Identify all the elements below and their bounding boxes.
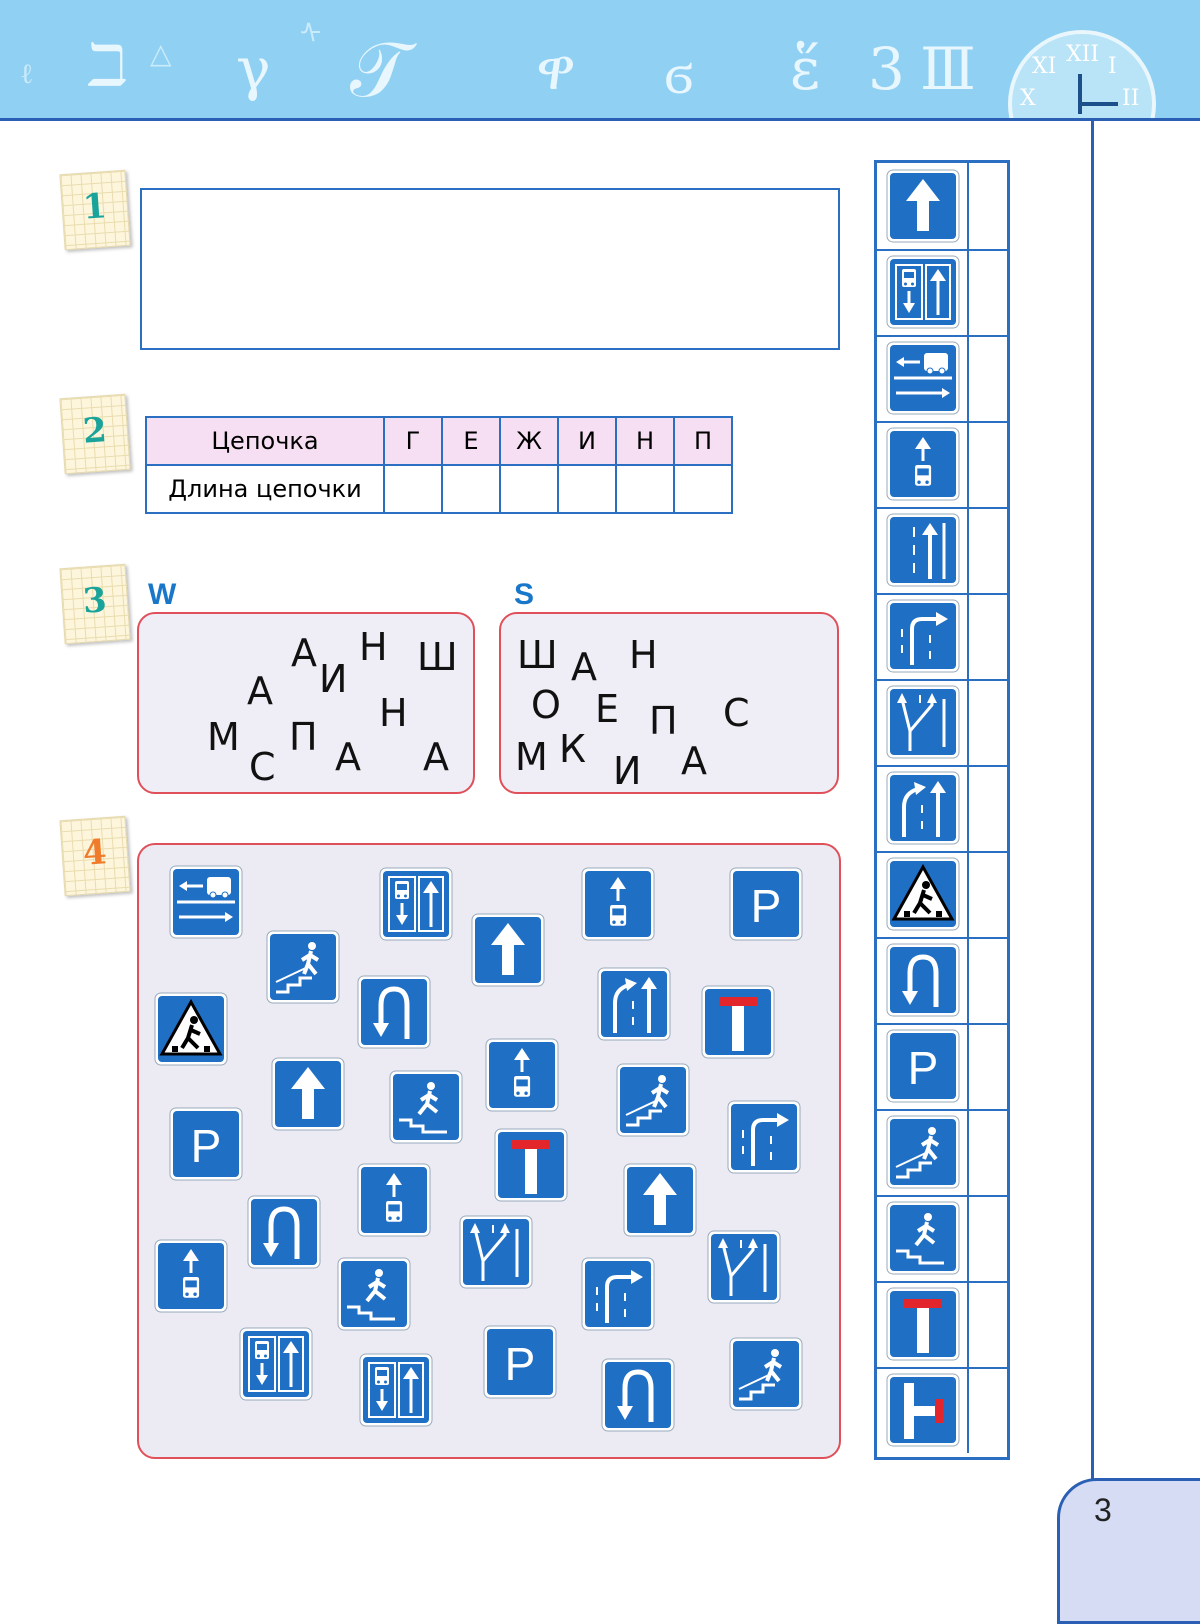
grid-letter: А bbox=[571, 645, 597, 689]
task-number-badge bbox=[59, 564, 130, 644]
sign-column-row bbox=[877, 1281, 1007, 1369]
decor-glyph: Ⅲ bbox=[920, 35, 976, 103]
decor-glyph: ϭ bbox=[664, 39, 694, 107]
pedestrian-crossing-icon bbox=[886, 857, 960, 931]
parking-icon bbox=[169, 1107, 243, 1181]
svg-text:P: P bbox=[190, 1120, 222, 1172]
chain-length-cell[interactable] bbox=[384, 465, 442, 513]
grid-letter: Ш bbox=[417, 635, 458, 679]
lane-left-turn-icon bbox=[597, 967, 671, 1041]
grid-letter: И bbox=[613, 749, 642, 793]
u-turn-icon bbox=[601, 1358, 675, 1432]
chain-length-cell[interactable] bbox=[558, 465, 616, 513]
u-turn-icon bbox=[247, 1195, 321, 1269]
decor-glyph: 3 bbox=[868, 35, 905, 103]
chain-letter: И bbox=[558, 417, 616, 465]
dead-end-side-icon bbox=[886, 1373, 960, 1447]
lanes-split-icon bbox=[707, 1230, 781, 1304]
dead-end-icon bbox=[494, 1128, 568, 1202]
bus-lane-with-traffic-icon bbox=[886, 255, 960, 329]
sign-column-row bbox=[877, 593, 1007, 681]
dead-end-icon bbox=[886, 1287, 960, 1361]
grid-letter: Н bbox=[379, 691, 408, 735]
bus-lane-with-traffic-icon bbox=[359, 1353, 433, 1427]
answer-cell[interactable] bbox=[969, 765, 1007, 851]
grid-letter: А bbox=[423, 735, 449, 779]
underpass-up-icon bbox=[616, 1063, 690, 1137]
decor-glyph: ℓ bbox=[20, 57, 34, 90]
chain-letter: П bbox=[674, 417, 732, 465]
letter-grid-w bbox=[137, 612, 475, 794]
svg-text:P: P bbox=[750, 880, 782, 932]
bus-lane-end-icon bbox=[485, 1038, 559, 1112]
grid-letter: И bbox=[319, 657, 348, 701]
underpass-up-icon bbox=[729, 1337, 803, 1411]
grid-letter: А bbox=[335, 735, 361, 779]
answer-cell[interactable] bbox=[969, 421, 1007, 507]
underpass-down-icon bbox=[389, 1070, 463, 1144]
pedestrian-crossing-icon bbox=[154, 992, 228, 1066]
sign-column-row bbox=[877, 851, 1007, 939]
sign-column-row bbox=[877, 1367, 1007, 1453]
grid-letter: А bbox=[681, 739, 707, 783]
lanes-split-icon bbox=[459, 1215, 533, 1289]
straight-only-icon bbox=[623, 1163, 697, 1237]
parking-icon bbox=[729, 867, 803, 941]
answer-cell[interactable] bbox=[969, 507, 1007, 593]
chain-table bbox=[145, 416, 733, 514]
answer-cell[interactable] bbox=[969, 163, 1007, 249]
decor-glyph: 𝒯 bbox=[350, 25, 409, 114]
sign-column-row bbox=[877, 507, 1007, 595]
lanes-split-icon bbox=[886, 685, 960, 759]
straight-only-icon bbox=[471, 913, 545, 987]
lane-right-turn-icon bbox=[581, 1257, 655, 1331]
decor-glyph: ዋ bbox=[536, 35, 576, 103]
clock-decoration: XII XI I X II bbox=[1008, 30, 1156, 121]
chain-length-cell[interactable] bbox=[674, 465, 732, 513]
page-number-tab bbox=[1057, 1478, 1200, 1624]
letter-grid-s bbox=[499, 612, 839, 794]
chain-letter: Г bbox=[384, 417, 442, 465]
sign-column-row bbox=[877, 335, 1007, 423]
lane-straight-icon bbox=[886, 513, 960, 587]
grid-letter: А bbox=[291, 631, 317, 675]
lane-right-turn-icon bbox=[727, 1100, 801, 1174]
chain-length-label: Длина цепочки bbox=[146, 465, 384, 513]
answer-box[interactable] bbox=[140, 188, 840, 350]
bus-lane-side-icon bbox=[886, 341, 960, 415]
answer-cell[interactable] bbox=[969, 679, 1007, 765]
chain-letter: Ж bbox=[500, 417, 558, 465]
bus-lane-end-icon bbox=[357, 1163, 431, 1237]
grid-letter: О bbox=[531, 683, 561, 727]
answer-cell[interactable] bbox=[969, 1023, 1007, 1109]
answer-cell[interactable] bbox=[969, 1195, 1007, 1281]
underpass-up-icon bbox=[886, 1115, 960, 1189]
page-number: 3 bbox=[1094, 1492, 1112, 1528]
parking-icon bbox=[483, 1325, 557, 1399]
grid-letter: К bbox=[559, 727, 586, 771]
svg-text:P: P bbox=[907, 1042, 939, 1094]
task-number-badge bbox=[59, 816, 130, 896]
straight-only-icon bbox=[886, 169, 960, 243]
bus-lane-with-traffic-icon bbox=[239, 1327, 313, 1401]
grid-letter: С bbox=[249, 745, 276, 789]
road-signs-field bbox=[137, 843, 841, 1459]
sign-column-row bbox=[877, 937, 1007, 1025]
grid-letter: П bbox=[649, 699, 678, 743]
grid-letter: Н bbox=[359, 625, 388, 669]
grid-letter: С bbox=[723, 691, 750, 735]
task-number-badge bbox=[59, 394, 130, 474]
bus-lane-end-icon bbox=[581, 867, 655, 941]
grid-letter: М bbox=[515, 735, 548, 779]
dead-end-icon bbox=[701, 985, 775, 1059]
grid-letter: А bbox=[247, 669, 273, 713]
parking-icon bbox=[886, 1029, 960, 1103]
decor-glyph: ℶ bbox=[88, 31, 128, 99]
grid-label-s: S bbox=[514, 578, 535, 611]
margin-line bbox=[1091, 118, 1094, 1600]
task-number: 4 bbox=[81, 832, 108, 874]
chain-letter: Н bbox=[616, 417, 674, 465]
decor-glyph: △ bbox=[150, 37, 172, 70]
sign-column-row bbox=[877, 1109, 1007, 1197]
answer-cell[interactable] bbox=[969, 249, 1007, 335]
sign-column-row bbox=[877, 765, 1007, 853]
sign-column bbox=[874, 160, 1010, 1460]
u-turn-icon bbox=[886, 943, 960, 1017]
answer-cell[interactable] bbox=[969, 851, 1007, 937]
answer-cell[interactable] bbox=[969, 335, 1007, 421]
chain-letter: Е bbox=[442, 417, 500, 465]
svg-text:P: P bbox=[504, 1338, 536, 1390]
bus-lane-side-icon bbox=[169, 865, 243, 939]
chain-header-label: Цепочка bbox=[146, 417, 384, 465]
u-turn-icon bbox=[357, 975, 431, 1049]
grid-letter: Е bbox=[595, 687, 620, 731]
grid-letter: П bbox=[289, 715, 318, 759]
sign-column-row bbox=[877, 249, 1007, 337]
grid-letter: Ш bbox=[517, 633, 558, 677]
sign-column-row bbox=[877, 1195, 1007, 1283]
underpass-down-icon bbox=[337, 1257, 411, 1331]
answer-cell[interactable] bbox=[969, 1367, 1007, 1453]
lane-left-turn-icon bbox=[886, 771, 960, 845]
decor-glyph: ᠰ bbox=[300, 17, 322, 50]
grid-letter: Н bbox=[629, 633, 658, 677]
sign-column-row bbox=[877, 1023, 1007, 1111]
task-number: 3 bbox=[81, 580, 108, 622]
task-number-badge bbox=[59, 170, 130, 250]
header-banner bbox=[0, 0, 1200, 121]
task-number: 1 bbox=[81, 186, 108, 228]
bus-lane-end-icon bbox=[154, 1239, 228, 1313]
straight-only-icon bbox=[271, 1057, 345, 1131]
bus-lane-end-icon bbox=[886, 427, 960, 501]
underpass-down-icon bbox=[886, 1201, 960, 1275]
sign-column-row bbox=[877, 421, 1007, 509]
decor-glyph: γ bbox=[236, 35, 271, 103]
chain-length-cell[interactable] bbox=[616, 465, 674, 513]
decor-glyph: ἕ bbox=[790, 35, 822, 103]
answer-cell[interactable] bbox=[969, 1281, 1007, 1367]
sign-column-row bbox=[877, 163, 1007, 251]
grid-letter: М bbox=[207, 715, 240, 759]
bus-lane-with-traffic-icon bbox=[379, 867, 453, 941]
chain-length-cell[interactable] bbox=[442, 465, 500, 513]
underpass-up-icon bbox=[266, 930, 340, 1004]
answer-cell[interactable] bbox=[969, 1109, 1007, 1195]
answer-cell[interactable] bbox=[969, 593, 1007, 679]
sign-column-row bbox=[877, 679, 1007, 767]
answer-cell[interactable] bbox=[969, 937, 1007, 1023]
lane-right-turn-icon bbox=[886, 599, 960, 673]
grid-label-w: W bbox=[148, 578, 177, 611]
chain-length-cell[interactable] bbox=[500, 465, 558, 513]
task-number: 2 bbox=[81, 410, 108, 452]
